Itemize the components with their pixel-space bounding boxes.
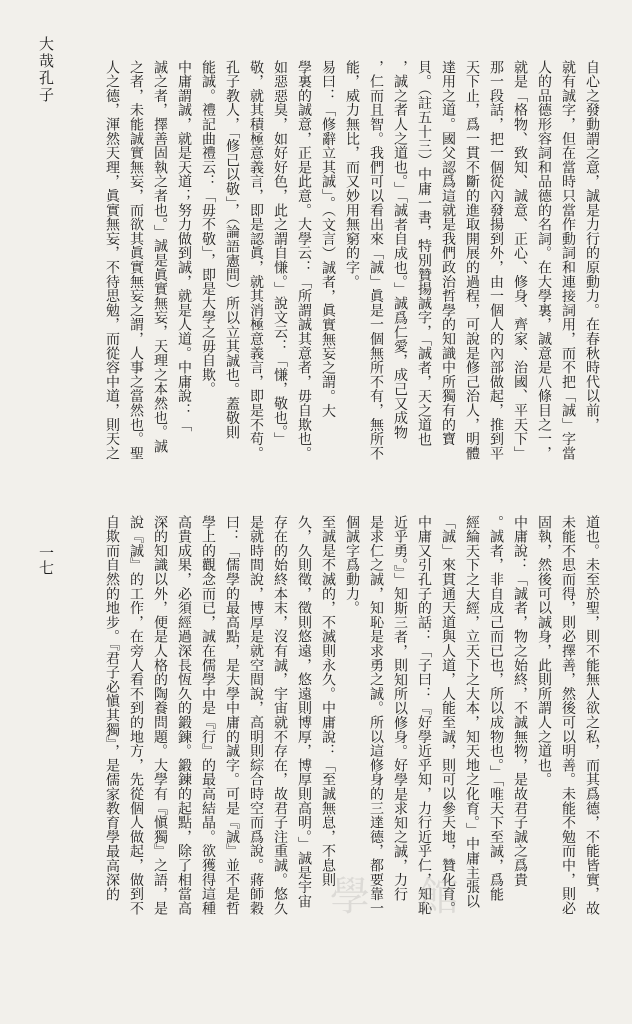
- text-column: 說『誠』的工作，在旁人看不到的地方，先從個人做起，做到不: [128, 515, 144, 916]
- text-column: 中庸謂誠，就是天道；努力做到誠，就是人道。中庸說：「: [176, 60, 192, 432]
- text-column: 如惡惡臭，如好好色，此之謂自慊。」說文云：「慊，敬也。」: [272, 60, 288, 447]
- text-column: 自欺而自然的地步。『君子必愼其獨』，是儒家教育學最高深的: [104, 515, 120, 902]
- text-column: 經綸天下之大經，立天下之大本，知天地之化育。」中庸主張以: [464, 515, 480, 909]
- running-header: 大哉孔子: [37, 36, 55, 104]
- text-column: ，仁而且智。我們可以看出來「誠」眞是一個無所不有，無所不: [368, 60, 384, 461]
- text-column: 久，久則徵，徵則悠遠，悠遠則博厚，博厚則高明。」誠是宇宙: [296, 515, 312, 909]
- text-column: 個誠字爲動力。: [344, 515, 360, 616]
- text-column: 未能不思而得，則必擇善，然後可以明善。未能不勉而中，則必: [560, 515, 576, 916]
- page-number: 一七: [37, 545, 55, 575]
- text-column: 自心之發動謂之意，誠是力行的原動力。在春秋時代以前，: [584, 60, 600, 432]
- text-column: 那一段話，把一個從內發揚到外，由一個人的內部做起，推到平: [488, 60, 504, 461]
- upper-text-block: [56, 60, 604, 498]
- text-column: 能誠。禮記曲禮云：「毋不敬」，即是大學之毋自欺。: [200, 60, 216, 397]
- text-column: 。誠者，非自成己而已也，所以成物也。」「唯天下至誠，爲能: [488, 515, 504, 902]
- text-column: 曰：「儒學的最高點，是大學中庸的誠字。可是『誠』並不是哲: [224, 515, 240, 916]
- text-column: 高貴成果，必須經過深長恆久的鍛鍊。鍛鍊的起點，除了相當高: [176, 515, 192, 916]
- text-column: 是求仁之誠，知恥是求勇之誠。所以這修身的三達德，都要靠一: [368, 515, 384, 916]
- text-column: 是就時間說，博厚是就空間說，高明則綜合時空而爲說。蔣師穀: [248, 515, 264, 916]
- text-column: 「誠」來貫通天道與人道，人能至誠，則可以參天地，贊化育。: [440, 515, 456, 916]
- text-column: 孔子教人，「修己以敬」，（論語憲問）所以立其誠也。蓋敬則: [224, 60, 240, 440]
- text-column: 深的知識以外，便是人格的陶養問題。大學有『愼獨』之語，是: [152, 515, 168, 916]
- lower-text-block: [56, 515, 604, 985]
- text-column: 人之德，渾然天理，眞實無妄，不待思勉，而從容中道，則天之: [104, 60, 120, 461]
- text-column: 近乎勇。』」知斯三者，則知所以修身。好學是求知之誠，力行: [392, 515, 408, 902]
- text-column: ，誠之者人之道也。」「誠者自成也。」誠爲仁愛，成己又成物: [392, 60, 408, 440]
- text-column: 就有誠字，但在當時只當作動詞和連接詞用，而不把「誠」字當: [560, 60, 576, 461]
- text-column: 中庸說：「誠者，物之始終，不誠無物，是故君子誠之爲貴: [512, 515, 528, 887]
- text-column: 敬，就其積極意義言，即是認眞，就其消極意義言，即是不苟。: [248, 60, 264, 461]
- text-column: 固執，然後可以誠身，此則所謂人之道也。: [536, 515, 552, 787]
- text-column: 道也。未至於聖，則不能無人欲之私，而其爲德，不能皆實，故: [584, 515, 600, 916]
- library-watermark: 學 館: [330, 874, 477, 920]
- text-column: 達用之道。國父認爲這就是我們政治哲學的知識中所獨有的寶: [440, 60, 456, 447]
- text-column: 中庸又引孔子的話：「子曰：『好學近乎知，力行近乎仁，知恥: [416, 515, 432, 916]
- text-column: 就是「格物、致知、誠意、正心、修身、齊家、治國、平天下」: [512, 60, 528, 461]
- text-column: 之者，未能誠實無妄，而欲其眞實無妄之謂，人事之當然也。聖: [128, 60, 144, 461]
- text-column: 天下止，爲一貫不斷的進取開展的過程，可說是修己治人，明體: [464, 60, 480, 461]
- text-column: 學裏的誠意，正是此意。大學云：「所謂誠其意者，毋自欺也。: [296, 60, 312, 461]
- text-column: 學上的觀念而已，誠在儒學中是『行』的最高結晶。欲獲得這種: [200, 515, 216, 916]
- text-column: 能，威力無比，而又妙用無窮的字。: [344, 60, 360, 289]
- text-column: 人的品德形容詞和品德的名詞。在大學裏，誠意是八條目之一，: [536, 60, 552, 461]
- text-column: 存在的始終本末，沒有誠，宇宙就不存在，故君子注重誠。悠久: [272, 515, 288, 916]
- text-column: 誠之者，擇善固執之者也。」誠是眞實無妄，天理之本然也。誠: [152, 60, 168, 454]
- text-column: 易曰：「修辭立其誠」。（文言）誠者，眞實無妄之謂。大: [320, 60, 336, 418]
- text-column: 貝。（註五十三）中庸一書，特別贊揚誠字，「誠者，天之道也: [416, 60, 432, 447]
- text-column: 至誠是不滅的，不滅則永久。中庸說：「至誠無息，不息則: [320, 515, 336, 887]
